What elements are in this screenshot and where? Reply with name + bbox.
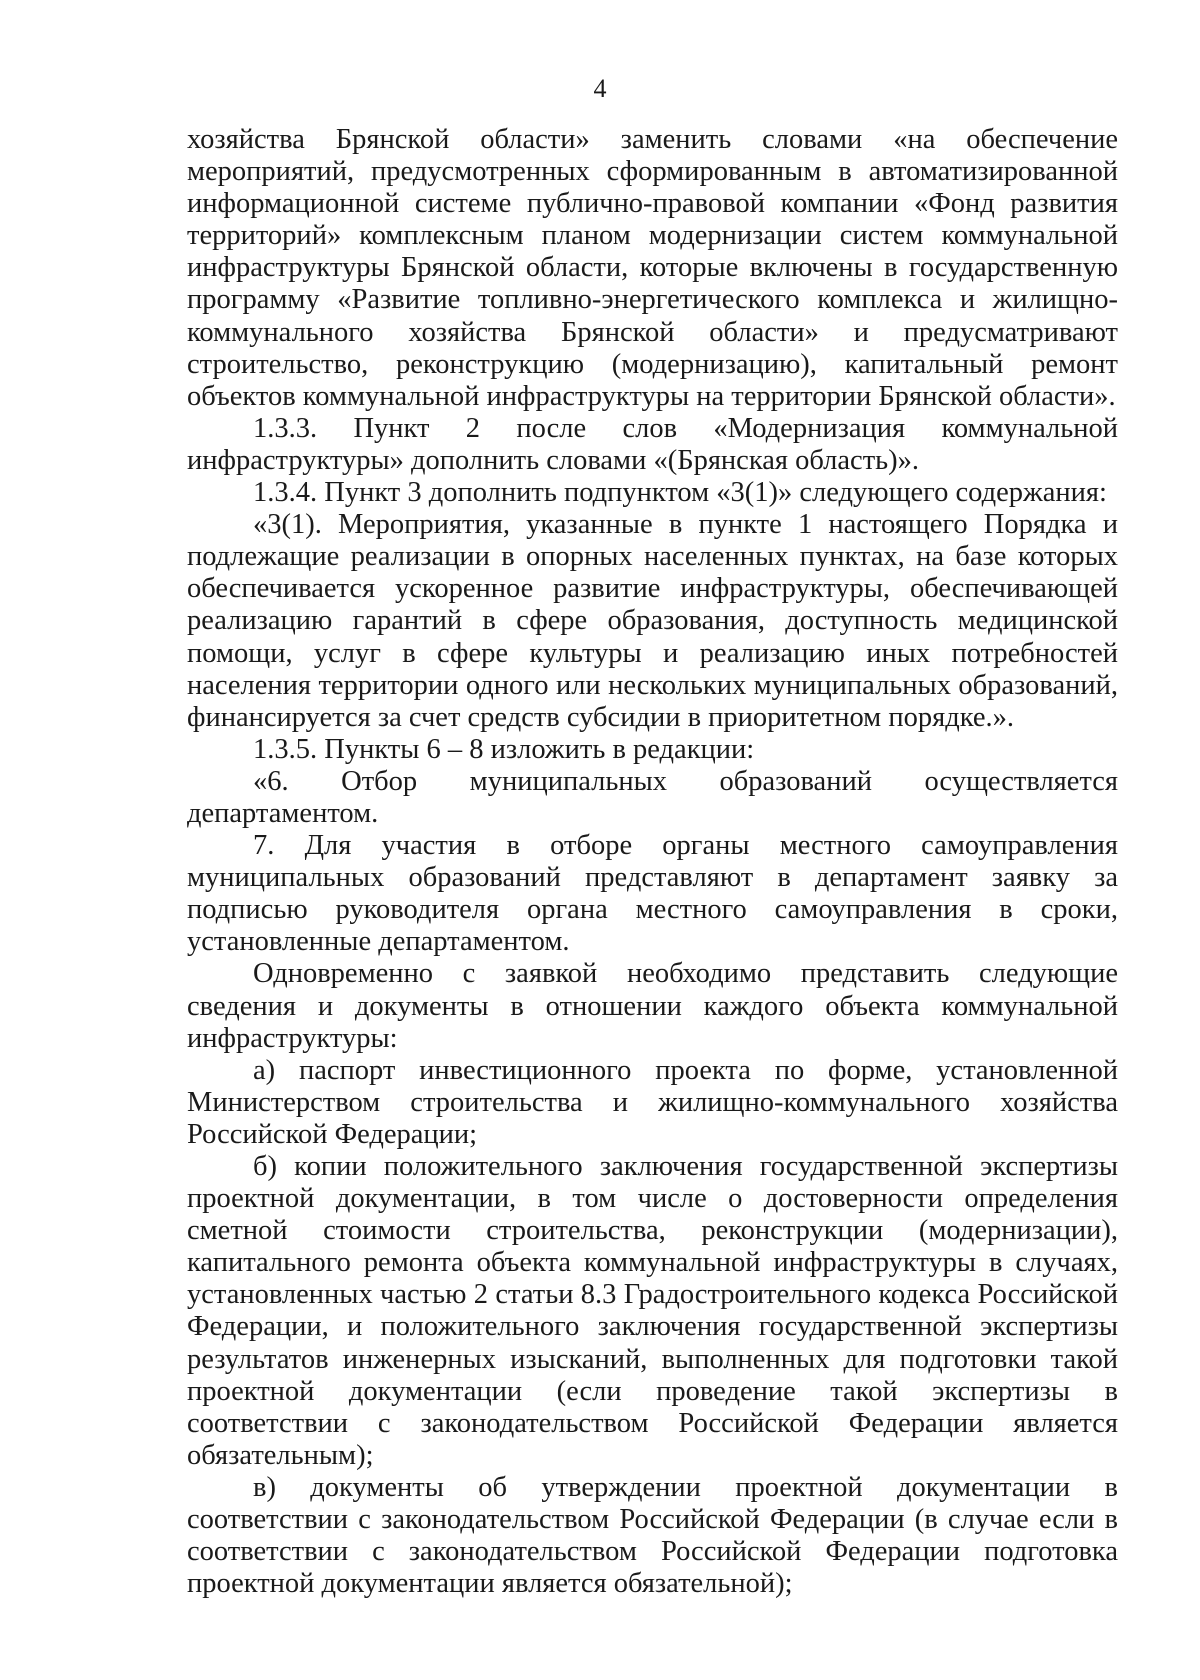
document-body [187,124,1118,1600]
page-number: 4 [593,74,607,103]
paragraph: 1.3.4. Пункт 3 дополнить подпунктом «3(1)» следующего содержания: [253,477,1107,509]
paragraph: 1.3.5. Пункты 6 – 8 изложить в редакции: [253,733,755,765]
paragraph: 1.3.3. Пункт 2 после слов «Модернизация коммунальной инфраструктуры» дополнить словами «(Брянская область)». [187,412,1118,476]
paragraph: хозяйства Брянской области» заменить словами «на обеспечение мероприятий, предусмотренных сформированным в автоматизированной информационной системе публично-правовой компании «Фонд развития территорий» комплексным планом модернизации систем коммунальной инфраструктуры Брянской области, которые включены в государственную программу «Развитие топливно-энергетического комплекса и жилищно-коммунального хозяйства Брянской области» и предусматривают строительство, реконструкцию (модернизацию), капитальный ремонт объектов коммунальной инфраструктуры на территории Брянской области». [187,124,1118,412]
paragraph: б) копии положительного заключения государственной экспертизы проектной документации, в том числе о достоверности определения сметной стоимости строительства, реконструкции (модернизации), капитального ремонта объекта коммунальной инфраструктуры в случаях, установленных частью 2 статьи 8.3 Градостроительного кодекса Российской Федерации, и положительного заключения государственной экспертизы результатов инженерных изысканий, выполненных для подготовки такой проектной документации (если проведение такой экспертизы в соответствии с законодательством Российской Федерации является обязательным); [187,1151,1118,1471]
paragraph: «6. Отбор муниципальных образований осуществляется департаментом. [187,765,1118,829]
paragraph: а) паспорт инвестиционного проекта по форме, установленной Министерством строительства и жилищно-коммунального хозяйства Российской Федерации; [187,1054,1118,1150]
paragraph: в) документы об утверждении проектной документации в соответствии с законодательством Российской Федерации (в случае если в соответствии с законодательством Российской Федерации подготовка проектной документации является обязательной); [187,1471,1118,1600]
paragraph: 7. Для участия в отборе органы местного самоуправления муниципальных образований представляют в департамент заявку за подписью руководителя органа местного самоуправления в сроки, установленные департаментом. [187,830,1118,958]
paragraph: Одновременно с заявкой необходимо представить следующие сведения и документы в отношении каждого объекта коммунальной инфраструктуры: [187,958,1118,1054]
paragraph: «3(1). Мероприятия, указанные в пункте 1 настоящего Порядка и подлежащие реализации в опорных населенных пунктах, на базе которых обеспечивается ускоренное развитие инфраструктуры, обеспечивающей реализацию гарантий в сфере образования, доступность медицинской помощи, услуг в сфере культуры и реализацию иных потребностей населения территории одного или нескольких муниципальных образований, финансируется за счет средств субсидии в приоритетном порядке.». [187,509,1118,733]
